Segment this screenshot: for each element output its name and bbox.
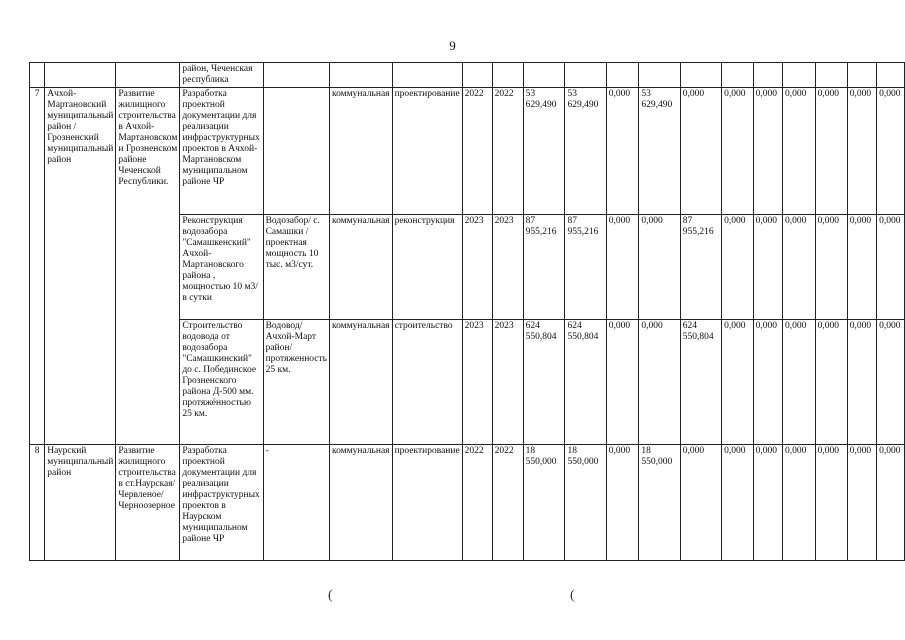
stage-cell: проектирование — [392, 88, 462, 215]
total-amount: 53 629,490 — [523, 88, 565, 215]
amount-6: 0,000 — [753, 215, 782, 320]
row-number: 8 — [30, 445, 45, 561]
project-name: Реконструкция водозабора "Самашкенский" Ачхой-Мартановского района , мощностью 10 м3/ в сутки — [180, 215, 263, 320]
amount-5: 0,000 — [722, 215, 754, 320]
table-row-carry — [30, 63, 905, 88]
amount-4: 0,000 — [680, 88, 721, 215]
stage-cell: строительство — [392, 320, 462, 445]
program-cell: Развитие жилищного строительства в ст.Наурская/ Червленое/ Черноозерное — [116, 445, 180, 561]
amount-2: 0,000 — [606, 88, 639, 215]
project-name: Разработка проектной документации для реализации инфраструктурных проектов в Наурском муниципальном районе ЧР — [180, 445, 263, 561]
amount-1: 18 550,000 — [565, 445, 606, 561]
footer-mark: ( — [570, 588, 575, 603]
amount-1: 624 550,804 — [565, 320, 606, 445]
type-cell: коммунальная — [329, 445, 392, 561]
amount-7: 0,000 — [783, 215, 816, 320]
investment-projects-table — [29, 62, 905, 561]
amount-7: 0,000 — [783, 445, 816, 561]
total-amount: 624 550,804 — [523, 320, 565, 445]
amount-8: 0,000 — [815, 215, 847, 320]
year-start: 2022 — [462, 445, 492, 561]
year-start: 2023 — [462, 320, 492, 445]
amount-5: 0,000 — [722, 88, 754, 215]
amount-6: 0,000 — [753, 445, 782, 561]
object-cell — [263, 88, 329, 215]
project-name: Строительство водовода от водозабора "Самашкинский" до с. Побединское Грозненского района Д-500 мм. протяжённостью 25 км. — [180, 320, 263, 445]
project-name-tail: район, Чеченская республика — [180, 63, 263, 88]
amount-7: 0,000 — [783, 88, 816, 215]
amount-1: 53 629,490 — [565, 88, 606, 215]
type-cell: коммунальная — [329, 215, 392, 320]
total-amount: 18 550,000 — [523, 445, 565, 561]
object-cell: - — [263, 445, 329, 561]
amount-10: 0,000 — [877, 215, 905, 320]
amount-6: 0,000 — [753, 320, 782, 445]
object-cell: Водозабор/ с. Самашки /проектная мощность 10 тыс. м3/сут. — [263, 215, 329, 320]
amount-2: 0,000 — [606, 320, 639, 445]
amount-8: 0,000 — [815, 320, 847, 445]
amount-3: 0,000 — [639, 215, 680, 320]
district-cell: Ачхой-Мартановский муниципальный район /Грозненский муниципальный район — [45, 88, 116, 445]
year-start: 2023 — [462, 215, 492, 320]
amount-3: 18 550,000 — [639, 445, 680, 561]
amount-2: 0,000 — [606, 445, 639, 561]
year-start: 2022 — [462, 88, 492, 215]
object-cell: Водовод/ Ачхой-Март район/ протяженность 25 км. — [263, 320, 329, 445]
amount-1: 87 955,216 — [565, 215, 606, 320]
amount-5: 0,000 — [722, 320, 754, 445]
amount-7: 0,000 — [783, 320, 816, 445]
amount-6: 0,000 — [753, 88, 782, 215]
year-end: 2022 — [492, 445, 523, 561]
amount-9: 0,000 — [847, 320, 876, 445]
program-cell: Развитие жилищного строительства в Ачхой-Мартановском и Грозненском районе Чеченской Республики. — [116, 88, 180, 445]
year-end: 2022 — [492, 88, 523, 215]
stage-cell: проектирование — [392, 445, 462, 561]
amount-10: 0,000 — [877, 445, 905, 561]
page-number: 9 — [449, 38, 456, 53]
amount-3: 53 629,490 — [639, 88, 680, 215]
footer-mark: ( — [328, 588, 333, 603]
district-cell: Наурский муниципальный район — [45, 445, 116, 561]
amount-9: 0,000 — [847, 445, 876, 561]
amount-9: 0,000 — [847, 88, 876, 215]
amount-5: 0,000 — [722, 445, 754, 561]
stage-cell: реконструкция — [392, 215, 462, 320]
type-cell: коммунальная — [329, 320, 392, 445]
amount-8: 0,000 — [815, 445, 847, 561]
year-end: 2023 — [492, 320, 523, 445]
amount-4: 624 550,804 — [680, 320, 721, 445]
table-row — [30, 445, 905, 561]
table-row — [30, 88, 905, 215]
amount-2: 0,000 — [606, 215, 639, 320]
row-number: 7 — [30, 88, 45, 445]
amount-10: 0,000 — [877, 88, 905, 215]
amount-10: 0,000 — [877, 320, 905, 445]
year-end: 2023 — [492, 215, 523, 320]
amount-4: 87 955,216 — [680, 215, 721, 320]
amount-4: 0,000 — [680, 445, 721, 561]
total-amount: 87 955,216 — [523, 215, 565, 320]
amount-3: 0,000 — [639, 320, 680, 445]
amount-9: 0,000 — [847, 215, 876, 320]
type-cell: коммунальная — [329, 88, 392, 215]
amount-8: 0,000 — [815, 88, 847, 215]
project-name: Разработка проектной документации для реализации инфраструктурных проектов в Ачхой-Мартановском муниципальном районе ЧР — [180, 88, 263, 215]
